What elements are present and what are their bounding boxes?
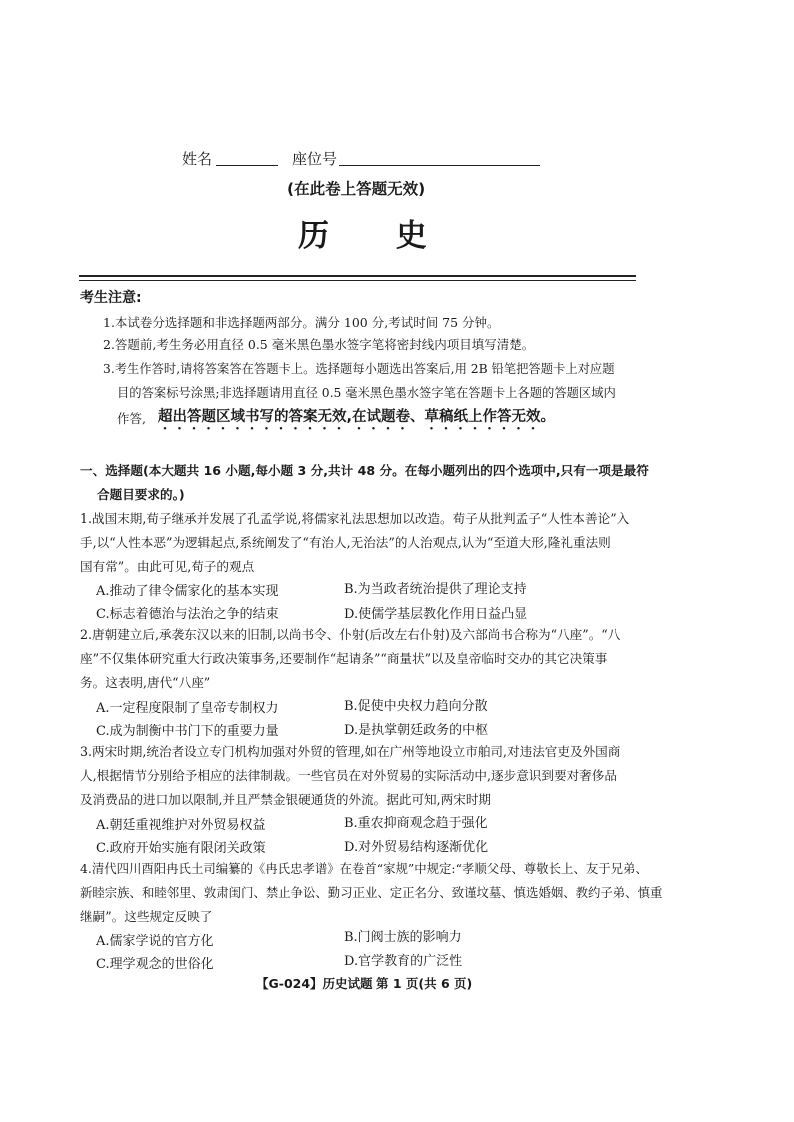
q2-option-c[interactable]: C.成为制衡中书门下的重要力量: [96, 724, 279, 739]
q1-option-b[interactable]: B.为当政者统治提供了理论支持: [344, 582, 527, 597]
q4-option-b[interactable]: B.门阀士族的影响力: [344, 930, 462, 945]
q2-option-a[interactable]: A.一定程度限制了皇帝专制权力: [96, 701, 279, 716]
header-divider-thin: [79, 280, 636, 281]
section-heading-cont: 合题目要求的。): [97, 487, 185, 502]
header-divider: [79, 275, 636, 277]
subject-title: 历 史: [298, 218, 455, 254]
q4-option-c[interactable]: C.理学观念的世俗化: [96, 957, 214, 972]
q1-option-d[interactable]: D.使儒学基层教化作用日益凸显: [344, 607, 528, 622]
q1-line-1: 1.战国末期,荀子继承并发展了孔孟学说,将儒家礼法思想加以改造。荀子从批判孟子“人性本善论”入: [80, 511, 630, 526]
notice-heading: 考生注意:: [80, 290, 142, 306]
q4-line-3: 继嗣”。这些规定反映了: [80, 909, 213, 924]
q2-line-2: 座”不仅集体研究重大行政决策事务,还要制作“起请条”“商量状”以及皇帝临时交办的其它决策事: [80, 651, 608, 666]
notice-item-3-cont: 目的答案标号涂黑;非选择题请用直径 0.5 毫米黑色墨水签字笔在答题卡上各题的答题区域内: [117, 386, 616, 400]
q2-line-1: 2.唐朝建立后,承袭东汉以来的旧制,以尚书令、仆射(后改左右仆射)及六部尚书合称为“八座”。“八: [80, 627, 621, 642]
q1-line-3: 国有常”。由此可见,荀子的观点: [80, 559, 255, 574]
seat-label: 座位号: [292, 150, 338, 168]
q3-line-1: 3.两宋时期,统治者设立专门机构加强对外贸的管理,如在广州等地设立市舶司,对违法官吏及外国商: [80, 744, 621, 759]
footer-code: 【G-024】历史试题: [256, 976, 373, 991]
q3-line-3: 及消费品的进口加以限制,并且严禁金银硬通货的外流。据此可知,两宋时期: [80, 792, 492, 807]
name-label: 姓名: [182, 150, 213, 168]
name-blank: [216, 150, 278, 166]
notice-item-1: 1.本试卷分选择题和非选择题两部分。满分 100 分,考试时间 75 分钟。: [103, 315, 500, 330]
q4-line-2: 新睦宗族、和睦邻里、敦肃闺门、禁止争讼、勤习正业、定正名分、致谨坟墓、慎选婚姻、教约子弟、慎重: [80, 885, 663, 900]
q2-option-d[interactable]: D.是执掌朝廷政务的中枢: [344, 723, 489, 738]
section-heading: 一、选择题(本大题共 16 小题,每小题 3 分,共计 48 分。在每小题列出的四个选项中,只有一项是最符: [80, 463, 649, 478]
q1-option-c[interactable]: C.标志着德治与法治之争的结束: [96, 607, 279, 622]
notice-item-3-end: 作答,: [117, 411, 146, 426]
q4-option-a[interactable]: A.儒家学说的官方化: [96, 934, 214, 949]
seat-blank: [339, 150, 540, 166]
q2-option-b[interactable]: B.促使中央权力趋向分散: [344, 699, 488, 714]
q3-option-c[interactable]: C.政府开始实施有限闭关政策: [96, 841, 266, 856]
q1-option-a[interactable]: A.推动了律令儒家化的基本实现: [96, 584, 279, 599]
q3-option-b[interactable]: B.重农抑商观念趋于强化: [344, 816, 488, 831]
q4-line-1: 4.清代四川酉阳冉氏土司编纂的《冉氏忠孝谱》在卷首“家规”中规定:“孝顺父母、尊敬长上、友于兄弟、: [80, 861, 648, 876]
notice-item-3: 3.考生作答时,请将答案答在答题卡上。选择题每小题选出答案后,用 2B 铅笔把答题卡上对应题: [103, 362, 615, 376]
q3-option-a[interactable]: A.朝廷重视维护对外贸易权益: [96, 818, 266, 833]
notice-emphasis: 超出答题区域书写的答案无效,在试题卷、草稿纸上作答无效。: [158, 409, 556, 425]
q2-line-3: 务。这表明,唐代“八座”: [80, 675, 211, 690]
q3-option-d[interactable]: D.对外贸易结构逐渐优化: [344, 840, 489, 855]
q4-option-d[interactable]: D.官学教育的广泛性: [344, 954, 463, 969]
q1-line-2: 手,以“人性本恶”为逻辑起点,系统阐发了“有治人,无治法”的人治观点,认为“至道大形,隆礼重法则: [80, 535, 611, 550]
notice-item-2: 2.答题前,考生务必用直径 0.5 毫米黑色墨水签字笔将密封线内项目填写清楚。: [103, 337, 535, 352]
footer-page: 第 1 页(共 6 页): [376, 976, 473, 991]
q3-line-2: 人,根据情节分别给予相应的法律制裁。一些官员在对外贸易的实际活动中,逐步意识到要对奢侈品: [80, 768, 617, 783]
invalid-note: (在此卷上答题无效): [287, 180, 426, 198]
